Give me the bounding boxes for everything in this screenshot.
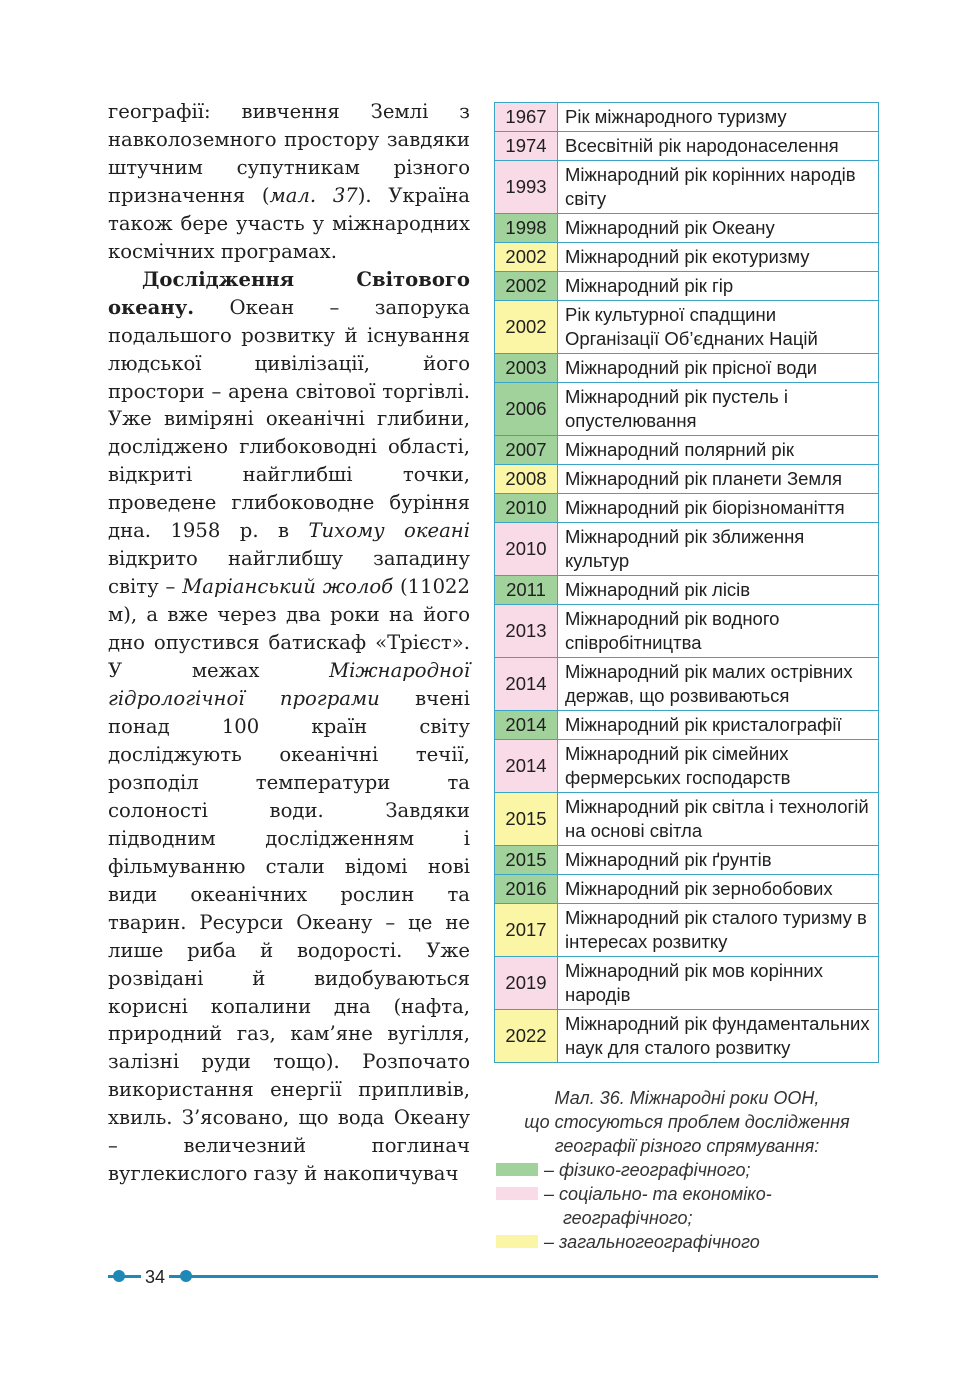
event-cell: Міжнародний рік екотуризму [558, 243, 879, 272]
table-row [495, 793, 879, 846]
legend-item-physical: – фізико-географічного; [496, 1158, 886, 1182]
term-program: Міжнародної гідрологічної програми [108, 659, 470, 711]
event-cell: Міжнародний рік гір [558, 272, 879, 301]
figure-ref: мал. 37 [269, 183, 358, 207]
event-cell: Міжнародний рік планети Земля [558, 465, 879, 494]
footer-dot-right [180, 1270, 192, 1282]
event-cell: Міжнародний рік зближення культур [558, 523, 879, 576]
footer-rule [108, 1275, 878, 1278]
event-cell: Міжнародний рік світла і технологій на основі світла [558, 793, 879, 846]
event-cell: Міжнародний рік корінних народів світу [558, 161, 879, 214]
table-body [495, 103, 879, 1063]
table-row [495, 436, 879, 465]
table-row [495, 711, 879, 740]
year-cell: 2013 [495, 605, 558, 658]
table-row [495, 957, 879, 1010]
section-heading: Дослідження Світового океану. [108, 267, 470, 319]
event-cell: Міжнародний рік Океану [558, 214, 879, 243]
page-number: 34 [141, 1266, 169, 1288]
term-mariana: Маріанський жолоб [182, 575, 394, 599]
event-cell: Рік культурної спадщини Організації Об’єднаних Націй [558, 301, 879, 354]
un-years-table [494, 102, 879, 1063]
legend-swatch-social [496, 1187, 538, 1200]
event-cell: Міжнародний рік прісної води [558, 354, 879, 383]
table-row [495, 1010, 879, 1063]
table-row [495, 301, 879, 354]
year-cell: 2002 [495, 272, 558, 301]
table-row [495, 846, 879, 875]
event-cell: Міжнародний полярний рік [558, 436, 879, 465]
paragraph-1: географії: вивчення Землі з навколоземного простору завдяки штучним супутникам різного призначення (мал. 37). Україна також бере участь у міжнародних космічних програмах. [108, 100, 470, 263]
term-pacific: Тихому океані [308, 519, 470, 543]
event-cell: Міжнародний рік пустель і опустелювання [558, 383, 879, 436]
table-row [495, 132, 879, 161]
table-row [495, 354, 879, 383]
year-cell: 1967 [495, 103, 558, 132]
year-cell: 1993 [495, 161, 558, 214]
event-cell: Міжнародний рік малих острівних держав, що розвиваються [558, 658, 879, 711]
year-cell: 2014 [495, 740, 558, 793]
event-cell: Міжнародний рік сталого туризму в інтересах розвитку [558, 904, 879, 957]
year-cell: 2016 [495, 875, 558, 904]
paragraph-2: Дослідження Світового океану. Океан – запорука подальшого розвитку й існування людської цивілізації, його простори – арена світової торгівлі. Уже виміряні океанічні глибини, досліджено глибоководні області, відкриті найглибші точки, проведене глибоководне буріння дна. 1958 р. в Тихому океані відкрито найглибшу западину світу – Маріанський жолоб (11022 м), а вже через два роки на його дно опустився батискаф «Трієст». У межах Міжнародної гідрологічної програми вчені понад 100 країн світу досліджують океанічні течії, розподіл температури та солоності води. Завдяки підводним дослідженням і фільмуванню стали відомі нові види океанічних рослин та тварин. Ресурси Океану – це не лише риба й водорості. Уже розвідані й видобуваються корисні копалини дна (нафта, природний газ, кам’яне вугілля, залізні руди тощо). Розпочато використання енергії припливів, хвиль. З’ясовано, що вода Океану – величезний поглинач вуглекислого газу й накопичувач [108, 267, 470, 1186]
event-cell: Міжнародний рік фундаментальних наук для сталого розвитку [558, 1010, 879, 1063]
year-cell: 2008 [495, 465, 558, 494]
event-cell: Рік міжнародного туризму [558, 103, 879, 132]
table-row [495, 605, 879, 658]
event-cell: Всесвітній рік народонаселення [558, 132, 879, 161]
year-cell: 2015 [495, 793, 558, 846]
year-cell: 2002 [495, 243, 558, 272]
year-cell: 2014 [495, 711, 558, 740]
event-cell: Міжнародний рік ґрунтів [558, 846, 879, 875]
table-row [495, 875, 879, 904]
table-row [495, 523, 879, 576]
year-cell: 2022 [495, 1010, 558, 1063]
year-cell: 1974 [495, 132, 558, 161]
table-row [495, 243, 879, 272]
table-row [495, 465, 879, 494]
legend [496, 1158, 886, 1254]
year-cell: 2010 [495, 523, 558, 576]
table-row [495, 214, 879, 243]
year-cell: 2019 [495, 957, 558, 1010]
table-row [495, 494, 879, 523]
event-cell: Міжнародний рік біорізноманіття [558, 494, 879, 523]
legend-swatch-physical [496, 1163, 538, 1176]
year-cell: 2007 [495, 436, 558, 465]
legend-swatch-general [496, 1235, 538, 1248]
year-cell: 2002 [495, 301, 558, 354]
table-row [495, 103, 879, 132]
event-cell: Міжнародний рік зернобобових [558, 875, 879, 904]
footer-dot-left [113, 1270, 125, 1282]
event-cell: Міжнародний рік мов корінних народів [558, 957, 879, 1010]
legend-item-general: – загальногеографічного [496, 1230, 886, 1254]
year-cell: 2011 [495, 576, 558, 605]
year-cell: 2014 [495, 658, 558, 711]
legend-item-social: – соціально- та економіко- географічного; [496, 1182, 886, 1230]
year-cell: 2015 [495, 846, 558, 875]
event-cell: Міжнародний рік лісів [558, 576, 879, 605]
table-row [495, 576, 879, 605]
year-cell: 2017 [495, 904, 558, 957]
body-text [108, 98, 470, 1188]
event-cell: Міжнародний рік сімейних фермерських господарств [558, 740, 879, 793]
table-row [495, 658, 879, 711]
table-row [495, 161, 879, 214]
table-row [495, 904, 879, 957]
table-row [495, 383, 879, 436]
year-cell: 2006 [495, 383, 558, 436]
event-cell: Міжнародний рік кристалографії [558, 711, 879, 740]
year-cell: 1998 [495, 214, 558, 243]
table-row [495, 272, 879, 301]
event-cell: Міжнародний рік водного співробітництва [558, 605, 879, 658]
year-cell: 2010 [495, 494, 558, 523]
figure-caption: Мал. 36. Міжнародні роки ООН, що стосуються проблем дослідження географії різного спрямування: [524, 1088, 850, 1156]
year-cell: 2003 [495, 354, 558, 383]
table-row [495, 740, 879, 793]
